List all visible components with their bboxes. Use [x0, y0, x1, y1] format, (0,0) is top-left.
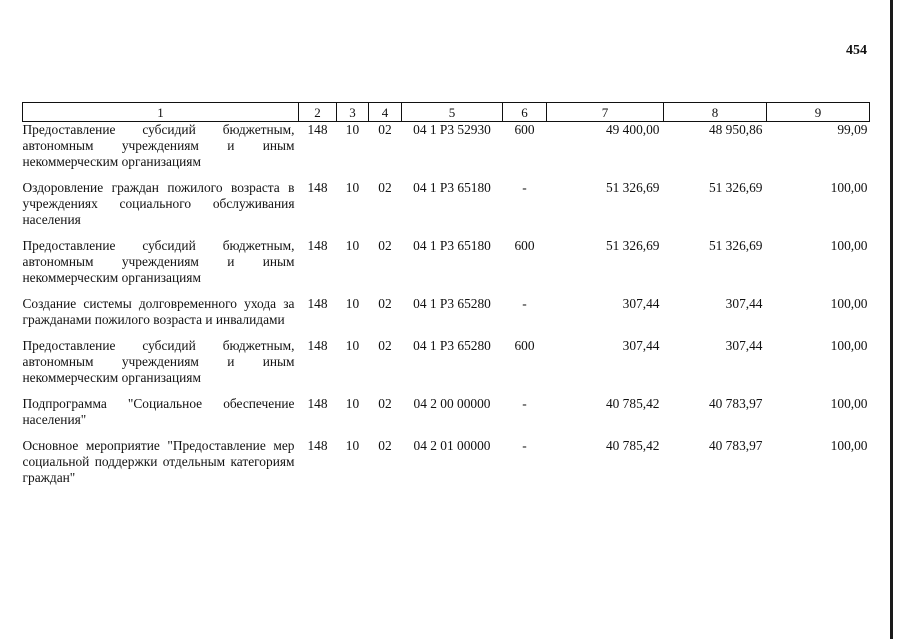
cell-executed: 307,44: [725, 338, 763, 353]
cell-target-article: 04 1 P3 65280: [413, 338, 491, 353]
table-header: [23, 103, 870, 122]
cell-admin-code: 148: [307, 396, 328, 411]
cell-expense-type: 600: [514, 238, 535, 253]
cell-section: 10: [345, 396, 360, 411]
cell-section: 10: [345, 122, 360, 137]
table-row: [23, 296, 870, 338]
row-name: Создание системы долговременного ухода за гражданами пожилого возраста и инвалидами: [22, 296, 295, 327]
cell-subsection: 02: [378, 396, 392, 411]
cell-admin-code: 148: [307, 122, 328, 137]
cell-executed: 51 326,69: [708, 180, 763, 195]
cell-expense-type: -: [522, 180, 527, 195]
header-col-5: 5: [402, 103, 503, 122]
header-col-4: 4: [369, 103, 402, 122]
cell-executed: 48 950,86: [708, 122, 763, 137]
cell-subsection: 02: [378, 438, 392, 453]
header-col-3: 3: [337, 103, 369, 122]
cell-target-article: 04 1 P3 65280: [413, 296, 491, 311]
cell-percent: 99,09: [837, 122, 868, 137]
cell-executed: 40 783,97: [708, 438, 763, 453]
table-row: [23, 238, 870, 296]
cell-admin-code: 148: [307, 438, 328, 453]
header-col-8: 8: [664, 103, 767, 122]
cell-planned: 40 785,42: [605, 438, 660, 453]
cell-section: 10: [345, 238, 360, 253]
cell-subsection: 02: [378, 122, 392, 137]
cell-subsection: 02: [378, 296, 392, 311]
cell-target-article: 04 1 P3 52930: [413, 122, 491, 137]
table-row: [23, 396, 870, 438]
cell-percent: 100,00: [830, 338, 868, 353]
page-number: 454: [846, 43, 867, 58]
table-row: [23, 438, 870, 496]
header-col-9: 9: [767, 103, 870, 122]
cell-admin-code: 148: [307, 238, 328, 253]
cell-target-article: 04 1 P3 65180: [413, 238, 491, 253]
row-name: Основное мероприятие "Предоставление мер социальной поддержки отдельным категориям граждан": [22, 438, 295, 485]
budget-table: [22, 102, 870, 496]
cell-target-article: 04 1 P3 65180: [413, 180, 491, 195]
cell-expense-type: -: [522, 396, 527, 411]
cell-subsection: 02: [378, 180, 392, 195]
row-name: Оздоровление граждан пожилого возраста в учреждениях социального обслуживания населения: [22, 180, 295, 227]
cell-expense-type: -: [522, 438, 527, 453]
header-col-2: 2: [299, 103, 337, 122]
cell-target-article: 04 2 00 00000: [413, 396, 491, 411]
cell-planned: 307,44: [622, 296, 660, 311]
row-name: Подпрограмма "Социальное обеспечение населения": [22, 396, 295, 427]
cell-expense-type: -: [522, 296, 527, 311]
cell-percent: 100,00: [830, 180, 868, 195]
table-row: [23, 338, 870, 396]
cell-admin-code: 148: [307, 296, 328, 311]
table-body: [23, 122, 870, 497]
cell-section: 10: [345, 180, 360, 195]
cell-percent: 100,00: [830, 238, 868, 253]
row-name: Предоставление субсидий бюджетным, автономным учреждениям и иным некоммерческим организациям: [22, 338, 295, 385]
cell-admin-code: 148: [307, 338, 328, 353]
cell-planned: 51 326,69: [605, 238, 660, 253]
row-name: Предоставление субсидий бюджетным, автономным учреждениям и иным некоммерческим организациям: [22, 122, 295, 169]
cell-target-article: 04 2 01 00000: [413, 438, 491, 453]
cell-planned: 307,44: [622, 338, 660, 353]
cell-subsection: 02: [378, 238, 392, 253]
header-col-6: 6: [503, 103, 547, 122]
cell-section: 10: [345, 338, 360, 353]
cell-percent: 100,00: [830, 296, 868, 311]
cell-percent: 100,00: [830, 396, 868, 411]
cell-executed: 51 326,69: [708, 238, 763, 253]
cell-planned: 40 785,42: [605, 396, 660, 411]
row-name: Предоставление субсидий бюджетным, автономным учреждениям и иным некоммерческим организациям: [22, 238, 295, 285]
cell-section: 10: [345, 296, 360, 311]
header-col-7: 7: [547, 103, 664, 122]
cell-planned: 51 326,69: [605, 180, 660, 195]
page-edge-rule: [890, 0, 893, 639]
cell-section: 10: [345, 438, 360, 453]
header-row: [23, 103, 870, 122]
cell-subsection: 02: [378, 338, 392, 353]
cell-planned: 49 400,00: [605, 122, 660, 137]
cell-executed: 307,44: [725, 296, 763, 311]
cell-executed: 40 783,97: [708, 396, 763, 411]
cell-percent: 100,00: [830, 438, 868, 453]
cell-expense-type: 600: [514, 338, 535, 353]
header-col-1: 1: [23, 103, 299, 122]
table-row: [23, 122, 870, 181]
cell-expense-type: 600: [514, 122, 535, 137]
cell-admin-code: 148: [307, 180, 328, 195]
table-row: [23, 180, 870, 238]
